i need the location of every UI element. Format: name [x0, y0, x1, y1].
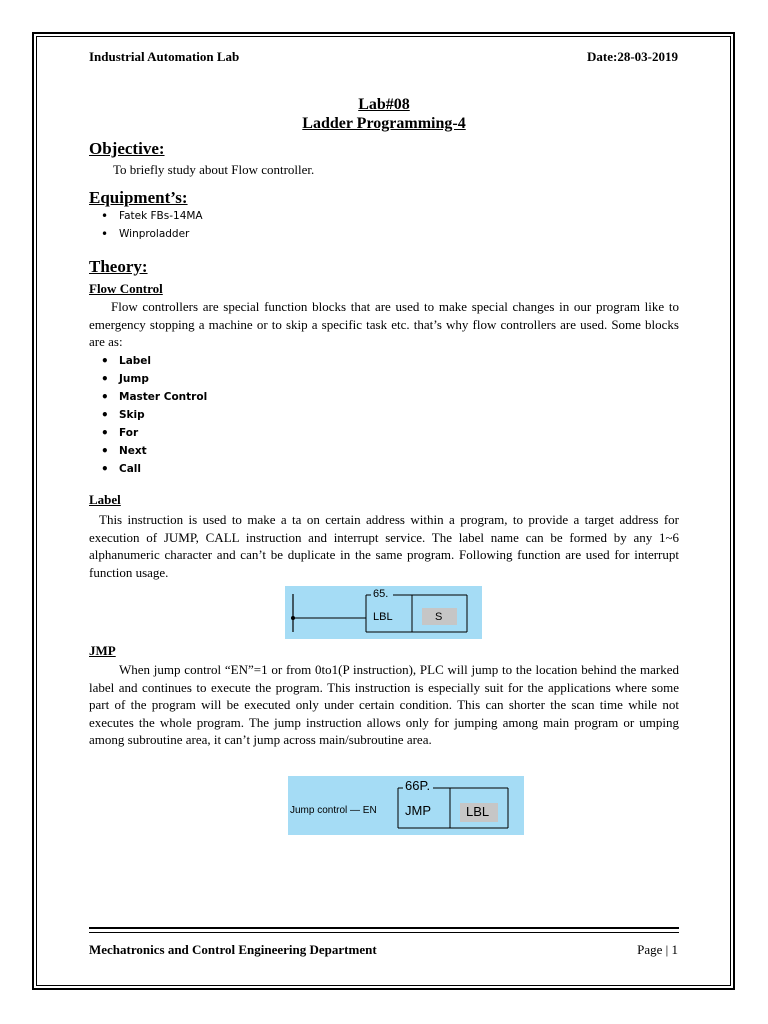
jmp-diagram-fn: JMP [405, 803, 431, 818]
theory-heading: Theory: [89, 257, 148, 276]
jmp-heading: JMP [89, 643, 116, 658]
flow-control-heading: Flow Control [89, 281, 163, 296]
flow-blocks-list [89, 352, 207, 478]
jmp-input-label: Jump control — EN [290, 805, 377, 816]
label-heading: Label [89, 492, 121, 507]
jmp-diagram-operand: LBL [466, 804, 490, 819]
label-paragraph: This instruction is used to make a ta on certain address within a program, to provide a target address for execution of JUMP, CALL instruction and interrupt service. The label name can be formed by any 1~6 alphanumeric character and can’t be duplicate in the same program. Following function are used for interrupt function usage. [89, 512, 679, 580]
equipment-item: • Fatek FBs-14MA [89, 207, 203, 225]
flow-block-item: • For [89, 424, 207, 442]
footer-department: Mechatronics and Control Engineering Department [89, 942, 377, 957]
flow-block-item: • Call [89, 460, 207, 478]
label-diagram-operand: S [435, 611, 443, 623]
flow-block-item: • Master Control [89, 388, 207, 406]
label-instruction-diagram [285, 586, 482, 639]
label-diagram-fn: LBL [373, 611, 393, 623]
objective-heading: Objective: [89, 139, 165, 158]
footer-rule-thick [89, 927, 679, 929]
equipment-heading: Equipment’s: [89, 188, 188, 207]
flow-block-item: • Next [89, 442, 207, 460]
label-diagram-number: 65. [373, 588, 389, 600]
footer-page-number: Page | 1 [637, 942, 678, 957]
jmp-instruction-diagram [288, 776, 524, 835]
equipment-list [89, 207, 203, 243]
jmp-diagram-number: 66P. [405, 778, 431, 793]
flow-control-paragraph: Flow controllers are special function blocks that are used to make special changes in our program like to emergency stopping a machine or to skip a specific task etc. that’s why flow controllers are used. Some blocks are as: [89, 299, 679, 349]
header-lab-name: Industrial Automation Lab [89, 49, 240, 64]
flow-block-item: • Jump [89, 370, 207, 388]
equipment-item: • Winproladder [89, 225, 203, 243]
flow-block-item: • Label [89, 352, 207, 370]
jmp-paragraph: When jump control “EN”=1 or from 0to1(P instruction), PLC will jump to the location behind the marked label and continues to execute the program. This instruction is especially suit for the applications where some part of the program will be executed only under certain condition. This can shorter the scan time while not executes the whole program. The jump instruction allows only for jumping among main program or umping among subroutine area, it can’t jump across main/subroutine area. [89, 662, 679, 747]
objective-text: To briefly study about Flow controller. [113, 162, 315, 177]
footer-rule-thin [89, 932, 679, 933]
lab-number-title: Lab#08 [358, 96, 410, 113]
flow-block-item: • Skip [89, 406, 207, 424]
header-date: Date:28-03-2019 [587, 49, 678, 64]
lab-topic-title: Ladder Programming-4 [302, 115, 466, 132]
